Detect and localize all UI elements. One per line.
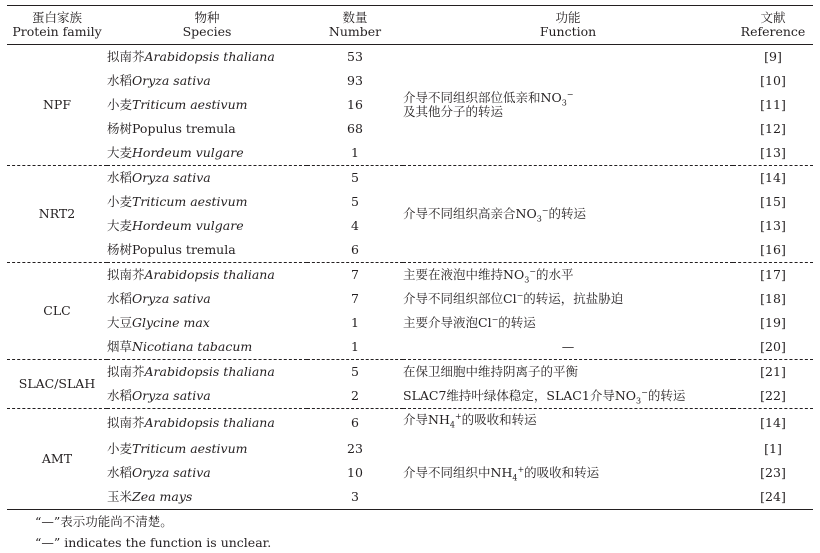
number-cell: 7 — [351, 291, 359, 306]
number-cell: 6 — [351, 415, 359, 430]
number-cell: 3 — [307, 485, 403, 510]
species-cell: 拟南芥Arabidopsis thaliana — [107, 364, 275, 379]
reference-cell: [19] — [760, 315, 786, 330]
reference-cell: [13] — [760, 218, 786, 233]
table-row — [7, 360, 813, 385]
species-cell: 水稻Oryza sativa — [107, 291, 211, 306]
species-cell: 拟南芥Arabidopsis thaliana — [107, 49, 275, 64]
species-cell: 小麦Triticum aestivum — [107, 194, 248, 209]
reference-cell: [14] — [760, 415, 786, 430]
header-function: 功能 Function — [539, 10, 597, 39]
number-cell: 7 — [351, 267, 359, 282]
reference-cell: [23] — [760, 465, 786, 480]
species-cell: 拟南芥Arabidopsis thaliana — [107, 415, 275, 430]
function-cell: 主要介导液泡Cl−的转运 — [403, 314, 536, 330]
table-row — [7, 384, 813, 409]
function-cell-unclear: — — [403, 335, 733, 360]
reference-cell: [9] — [764, 49, 782, 64]
reference-cell: [12] — [760, 121, 786, 136]
reference-cell: [14] — [760, 170, 786, 185]
family-npf: NPF — [7, 45, 107, 166]
number-cell: 4 — [351, 218, 359, 233]
number-cell: 68 — [347, 121, 363, 136]
species-cell: 小麦Triticum aestivum — [107, 97, 248, 112]
reference-cell: [13] — [733, 141, 813, 166]
number-cell: 1 — [307, 335, 403, 360]
table-row — [7, 409, 813, 438]
number-cell: 93 — [347, 73, 363, 88]
species-cell: 杨树Populus tremula — [107, 238, 307, 263]
number-cell: 5 — [351, 170, 359, 185]
header-protein-family: 蛋白家族 Protein family — [12, 10, 102, 39]
number-cell: 1 — [307, 141, 403, 166]
number-cell: 23 — [347, 441, 363, 456]
footnote-en: “—” indicates the function is unclear. — [35, 535, 272, 550]
species-cell: 小麦Triticum aestivum — [107, 441, 248, 456]
number-cell: 6 — [307, 238, 403, 263]
number-cell: 5 — [351, 364, 359, 379]
family-slac-slah: SLAC/SLAH — [7, 360, 107, 409]
reference-cell: [20] — [733, 335, 813, 360]
table-header-row — [7, 6, 813, 45]
reference-cell: [24] — [733, 485, 813, 510]
number-cell: 1 — [351, 315, 359, 330]
species-cell: 拟南芥Arabidopsis thaliana — [107, 267, 275, 282]
species-cell: 水稻Oryza sativa — [107, 170, 211, 185]
header-number: 数量 Number — [328, 10, 382, 39]
reference-cell: [21] — [760, 364, 786, 379]
reference-cell: [1] — [764, 441, 782, 456]
species-cell: 杨树Populus tremula — [107, 121, 236, 136]
species-cell: 大豆Glycine max — [107, 315, 210, 330]
number-cell: 5 — [351, 194, 359, 209]
table-footnotes — [35, 511, 271, 553]
function-cell: 主要在液泡中维持$NO_3^-$的水平 — [403, 266, 574, 285]
function-npf: 介导不同组织部位低亲和$NO_3^-$ 及其他分子的转运 — [403, 45, 733, 166]
family-amt: AMT — [7, 409, 107, 510]
family-clc: CLC — [7, 263, 107, 360]
reference-cell: [16] — [733, 238, 813, 263]
table-row — [7, 45, 813, 70]
species-cell: 玉米Zea mays — [107, 485, 307, 510]
table-row — [7, 287, 813, 311]
family-nrt2: NRT2 — [7, 166, 107, 263]
reference-cell: [17] — [760, 267, 786, 282]
reference-cell: [15] — [760, 194, 786, 209]
function-cell: 在保卫细胞中维持阴离子的平衡 — [403, 364, 579, 379]
species-cell: 大麦Hordeum vulgare — [107, 141, 307, 166]
function-cell: SLAC7维持叶绿体稳定，SLAC1介导$NO_3^-$的转运 — [403, 384, 733, 409]
function-amt: 介导不同组织中$NH_4^+$的吸收和转运 — [403, 437, 733, 510]
reference-cell: [10] — [760, 73, 786, 88]
number-cell: 53 — [347, 49, 363, 64]
protein-family-table — [7, 5, 813, 510]
header-reference: 文献 Reference — [740, 10, 806, 39]
header-species: 物种 Species — [182, 10, 232, 39]
footnote-cn: “—”表示功能尚不清楚。 — [35, 514, 173, 529]
function-cell: 介导不同组织部位Cl−的转运，抗盐胁迫 — [403, 290, 624, 306]
species-cell: 烟草Nicotiana tabacum — [107, 335, 307, 360]
table-row — [7, 263, 813, 288]
table-row — [7, 437, 813, 461]
species-cell: 大麦Hordeum vulgare — [107, 218, 244, 233]
function-cell: 介导$NH_4^+$的吸收和转运 — [403, 411, 537, 430]
number-cell: 10 — [347, 465, 363, 480]
number-cell: 16 — [347, 97, 363, 112]
function-nrt2: 介导不同组织高亲合$NO_3^-$的转运 — [403, 166, 733, 263]
species-cell: 水稻Oryza sativa — [107, 384, 307, 409]
reference-cell: [22] — [733, 384, 813, 409]
table-row — [7, 166, 813, 191]
species-cell: 水稻Oryza sativa — [107, 465, 211, 480]
species-cell: 水稻Oryza sativa — [107, 73, 211, 88]
reference-cell: [18] — [760, 291, 786, 306]
reference-cell: [11] — [760, 97, 786, 112]
table-row — [7, 311, 813, 335]
table-row — [7, 335, 813, 360]
number-cell: 2 — [307, 384, 403, 409]
